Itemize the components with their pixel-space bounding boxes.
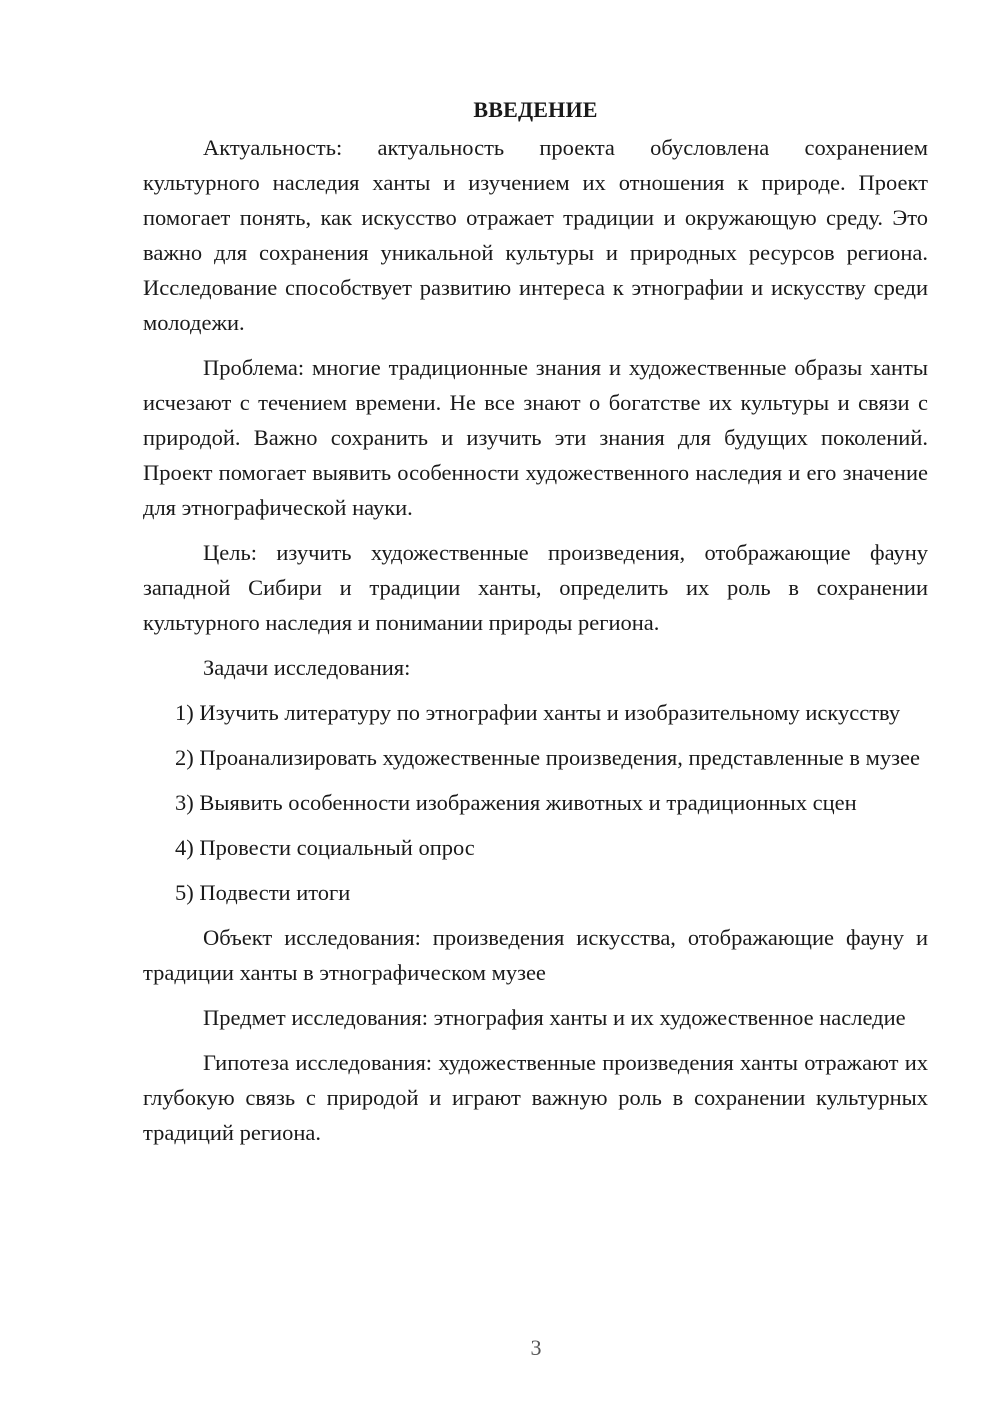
relevance-paragraph: Актуальность: актуальность проекта обусловлена сохранением культурного наследия ханты и изучением их отношения к природе. Проект помогает понять, как искусство отражает традиции и окружающую среду. Это важно для сохранения уникальной культуры и природных ресурсов региона. Исследование способствует развитию интереса к этнографии и искусству среди молодежи. (143, 135, 928, 335)
page-number: 3 (530, 1335, 542, 1360)
task-item-2: 2) Проанализировать художественные произведения, представленные в музее (175, 745, 920, 770)
hypothesis-paragraph: Гипотеза исследования: художественные произведения ханты отражают их глубокую связь с природой и играют важную роль в сохранении культурных традиций региона. (143, 1050, 928, 1145)
page-title: ВВЕДЕНИЕ (473, 97, 598, 122)
task-item-5: 5) Подвести итоги (175, 880, 351, 905)
object-paragraph: Объект исследования: произведения искусства, отображающие фауну и традиции ханты в этнографическом музее (143, 925, 928, 985)
subject-paragraph: Предмет исследования: этнография ханты и их художественное наследие (203, 1005, 906, 1030)
task-item-4: 4) Провести социальный опрос (175, 835, 475, 860)
task-item-1: 1) Изучить литературу по этнографии ханты и изобразительному искусству (175, 700, 901, 725)
goal-paragraph: Цель: изучить художественные произведения, отображающие фауну западной Сибири и традиции ханты, определить их роль в сохранении культурного наследия и понимании природы региона. (143, 540, 928, 635)
problem-paragraph: Проблема: многие традиционные знания и художественные образы ханты исчезают с течением времени. Не все знают о богатстве их культуры и связи с природой. Важно сохранить и изучить эти знания для будущих поколений. Проект помогает выявить особенности художественного наследия и его значение для этнографической науки. (143, 355, 928, 520)
task-item-3: 3) Выявить особенности изображения животных и традиционных сцен (175, 790, 857, 815)
tasks-heading: Задачи исследования: (203, 655, 411, 680)
